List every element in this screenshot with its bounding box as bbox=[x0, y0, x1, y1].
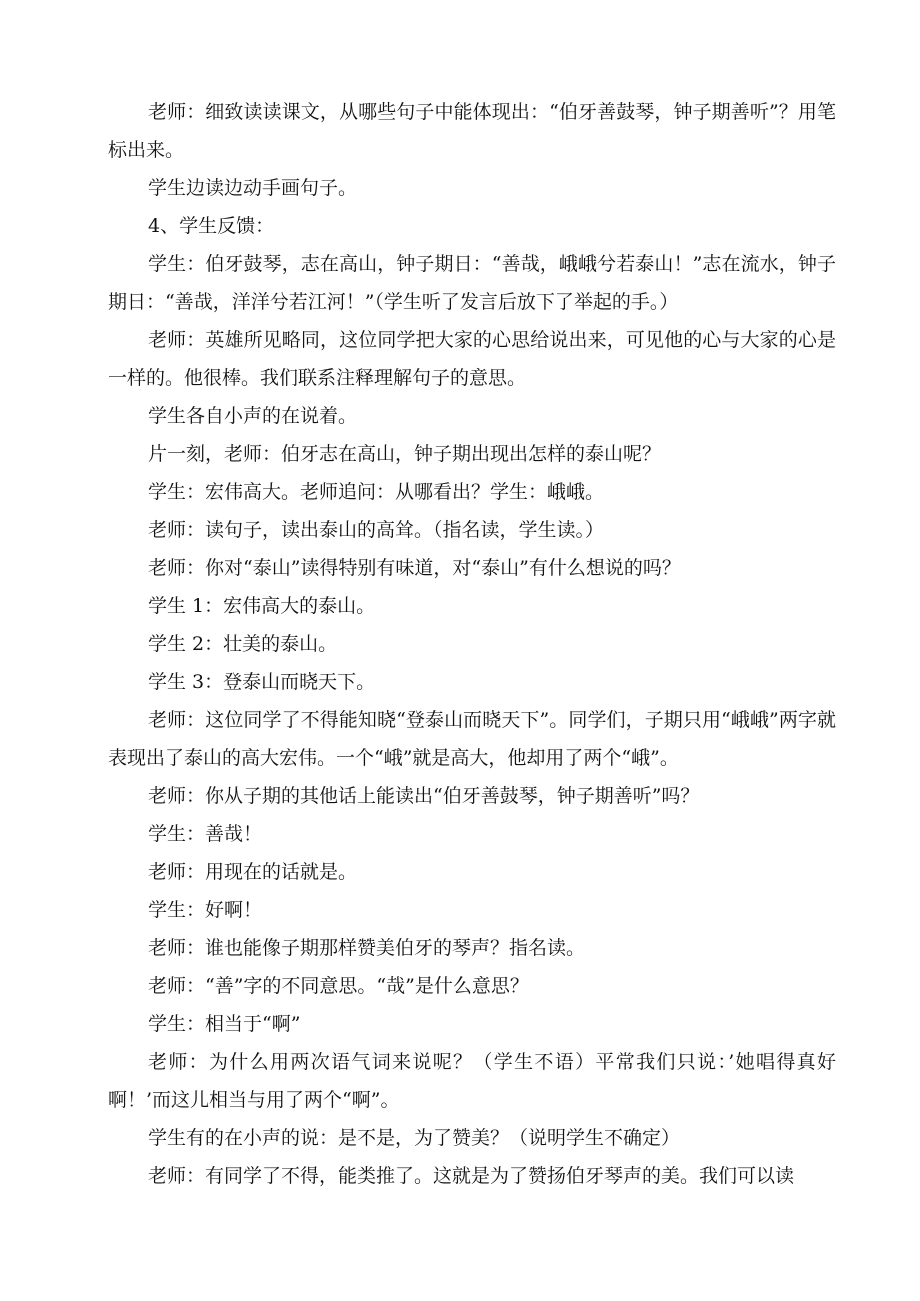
paragraph: 学生 2：壮美的泰山。 bbox=[148, 633, 338, 655]
paragraph: 4、学生反馈： bbox=[148, 215, 275, 237]
paragraph: 老师：为什么用两次语气词来说呢？（学生不语）平常我们只说：’她唱得真好啊！’而这儿相当与用了两个“啊”。 bbox=[108, 1051, 836, 1111]
paragraph: 老师：“善”字的不同意思。“哉”是什么意思？ bbox=[148, 975, 529, 997]
paragraph: 学生边读边动手画句子。 bbox=[148, 177, 358, 199]
paragraph: 学生各自小声的在说着。 bbox=[148, 405, 358, 427]
paragraph: 老师：谁也能像子期那样赞美伯牙的琴声？指名读。 bbox=[148, 937, 586, 959]
paragraph: 片一刻，老师：伯牙志在高山，钟子期出现出怎样的泰山呢？ bbox=[148, 443, 662, 465]
paragraph: 学生：善哉！ bbox=[148, 823, 263, 845]
paragraph: 老师：用现在的话就是。 bbox=[148, 861, 358, 883]
paragraph: 学生有的在小声的说：是不是，为了赞美？（说明学生不确定） bbox=[148, 1127, 681, 1149]
paragraph: 老师：读句子，读出泰山的高耸。（指名读，学生读。） bbox=[148, 519, 605, 541]
paragraph: 老师：英雄所见略同，这位同学把大家的心思给说出来，可见他的心与大家的心是一样的。他很棒。我们联系注释理解句子的意思。 bbox=[108, 329, 836, 389]
paragraph: 学生：宏伟高大。老师追问：从哪看出？学生：峨峨。 bbox=[148, 481, 605, 503]
paragraph: 学生：好啊！ bbox=[148, 899, 263, 921]
paragraph: 学生：伯牙鼓琴，志在高山，钟子期日：“善哉，峨峨兮若泰山！”志在流水，钟子期日：“善哉，洋洋兮若江河！”（学生听了发言后放下了举起的手。） bbox=[108, 253, 836, 313]
paragraph: 老师：你从子期的其他话上能读出“伯牙善鼓琴，钟子期善听”吗？ bbox=[148, 785, 700, 807]
paragraph: 学生 1：宏伟高大的泰山。 bbox=[148, 595, 376, 617]
paragraph: 老师：细致读读课文，从哪些句子中能体现出：“伯牙善鼓琴，钟子期善听”？用笔标出来。 bbox=[108, 101, 836, 161]
paragraph: 学生 3：登泰山而晓天下。 bbox=[148, 671, 376, 693]
paragraph: 学生：相当于“啊” bbox=[148, 1013, 301, 1035]
paragraph: 老师：你对“泰山”读得特别有味道，对“泰山”有什么想说的吗？ bbox=[148, 557, 681, 579]
document-body bbox=[108, 93, 836, 1195]
paragraph: 老师：有同学了不得，能类推了。这就是为了赞扬伯牙琴声的美。我们可以读 bbox=[148, 1165, 795, 1187]
paragraph: 老师：这位同学了不得能知晓“登泰山而晓天下”。同学们，子期只用“峨峨”两字就表现出了泰山的高大宏伟。一个“峨”就是高大，他却用了两个“峨”。 bbox=[108, 709, 836, 769]
